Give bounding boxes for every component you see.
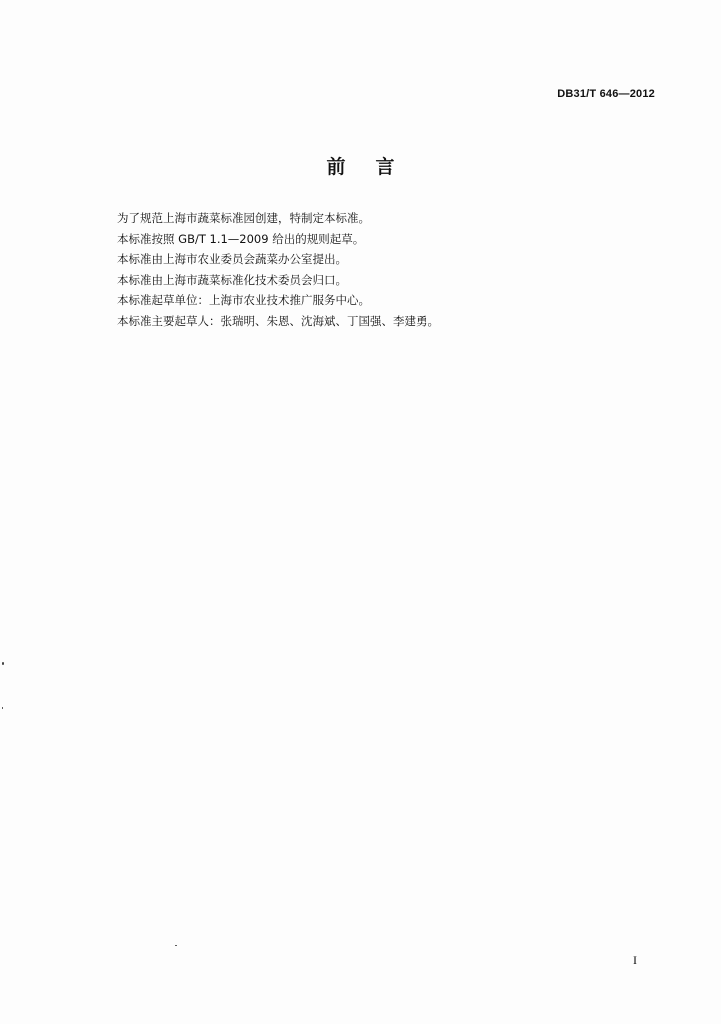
paragraph-line: 为了规范上海市蔬菜标准园创建，特制定本标准。 — [117, 211, 370, 225]
paragraph-line: 本标准由上海市蔬菜标准化技术委员会归口。 — [117, 272, 347, 287]
paragraph-line: 本标准由上海市农业委员会蔬菜办公室提出。 — [117, 252, 347, 267]
scan-speck — [2, 662, 4, 665]
paragraph-line: 本标准按照 GB/T 1.1—2009 给出的规则起草。 — [117, 231, 365, 246]
page-number: I — [633, 953, 637, 967]
paragraph-line: 本标准起草单位：上海市农业技术推广服务中心。 — [117, 293, 370, 308]
scan-speck — [2, 707, 3, 709]
paragraph-line: 本标准主要起草人：张瑞明、朱恩、沈海斌、丁国强、李建勇。 — [117, 313, 439, 328]
scan-speck — [175, 945, 177, 946]
foreword-body — [117, 208, 657, 332]
page-title: 前言 — [326, 156, 425, 178]
standard-code: DB31/T 646—2012 — [557, 88, 655, 100]
